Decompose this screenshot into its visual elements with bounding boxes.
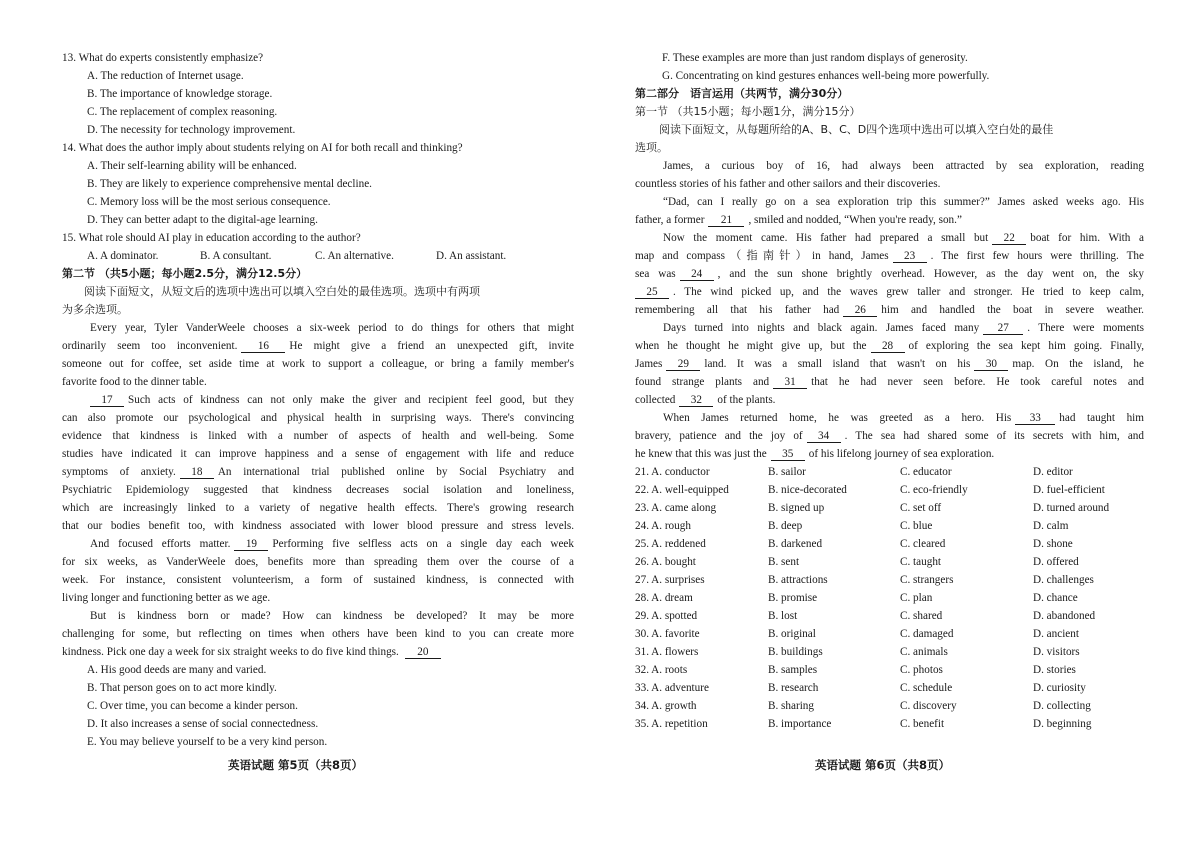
choice-27-b[interactable]: B. attractions: [768, 574, 828, 586]
blank-24[interactable]: 24: [680, 268, 714, 281]
choice-25-c[interactable]: C. cleared: [900, 538, 946, 550]
blank-21[interactable]: 21: [708, 214, 744, 227]
passage-line: symptoms of anxiety. 18 An international trial published online by Social Psychiatry and: [62, 466, 574, 478]
part2-header: 第二部分 语言运用（共两节，满分30分）: [635, 87, 849, 100]
q14-option-b: B. They are likely to experience comprehensive mental decline.: [87, 178, 372, 190]
passage-line: But is kindness born or made? How can kindness be developed? It may be more: [90, 610, 574, 622]
section2-instruction-cont: 为多余选项。: [62, 303, 128, 316]
choice-35-a[interactable]: 35. A. repetition: [635, 718, 708, 730]
choice-27-c[interactable]: C. strangers: [900, 574, 954, 586]
q15-stem: 15. What role should AI play in education according to the author?: [62, 232, 361, 244]
choice-22-b[interactable]: B. nice-decorated: [768, 484, 847, 496]
passage-line: countless stories of his father and other sailors and their discoveries.: [635, 178, 941, 190]
choice-33-b[interactable]: B. research: [768, 682, 819, 694]
passage-line: found strange plants and 31 that he had never seen before. He took careful notes and: [635, 376, 1144, 388]
choice-28-c[interactable]: C. plan: [900, 592, 933, 604]
blank-26[interactable]: 26: [843, 304, 877, 317]
section1-instruction: 阅读下面短文，从每题所给的A、B、C、D四个选项中选出可以填入空白处的最佳: [659, 123, 1054, 136]
choice-25-a[interactable]: 25. A. reddened: [635, 538, 706, 550]
blank-31[interactable]: 31: [773, 376, 807, 389]
blank-34[interactable]: 34: [807, 430, 841, 443]
passage-line: collected 32 of the plants.: [635, 394, 776, 406]
passage-line: James 29 land. It was a small island that wasn't on his 30 map. On the island, he: [635, 358, 1144, 370]
passage-line: 25 . The wind picked up, and the waves grew taller and stronger. He tried to keep calm,: [635, 285, 1144, 299]
choice-35-c[interactable]: C. benefit: [900, 718, 945, 730]
choice-32-d[interactable]: D. stories: [1033, 664, 1076, 676]
choice-28-b[interactable]: B. promise: [768, 592, 818, 604]
choice-23-d[interactable]: D. turned around: [1033, 502, 1110, 514]
choice-26-d[interactable]: D. offered: [1033, 556, 1079, 568]
choice-29-d[interactable]: D. abandoned: [1033, 610, 1096, 622]
blank-23[interactable]: 23: [893, 250, 927, 263]
blank-19[interactable]: 19: [234, 538, 268, 551]
passage-line: challenging for some, but reflecting on times when others have been kind to you can create more: [62, 628, 574, 640]
section2-header: 第二节 （共5小题；每小题2.5分，满分12.5分）: [62, 267, 308, 280]
option-c: C. Over time, you can become a kinder person.: [87, 700, 298, 712]
passage-line: James, a curious boy of 16, had always been attracted by sea exploration, reading: [663, 160, 1144, 172]
choice-32-c[interactable]: C. photos: [900, 664, 943, 676]
choice-22-a[interactable]: 22. A. well-equipped: [635, 484, 729, 496]
blank-33[interactable]: 33: [1015, 412, 1055, 425]
choice-33-c[interactable]: C. schedule: [900, 682, 953, 694]
blank-25[interactable]: 25: [635, 286, 669, 299]
q14-option-a: A. Their self-learning ability will be enhanced.: [87, 160, 297, 172]
choice-24-c[interactable]: C. blue: [900, 520, 933, 532]
q15-option-a: A. A dominator.: [87, 250, 159, 262]
choice-22-c[interactable]: C. eco-friendly: [900, 484, 968, 496]
passage-line: which are increasingly linked to a variety of negative health effects. There's growing research: [62, 502, 574, 514]
choice-23-b[interactable]: B. signed up: [768, 502, 825, 514]
q14-stem: 14. What does the author imply about students relying on AI for both recall and thinking?: [62, 142, 463, 154]
q13-option-c: C. The replacement of complex reasoning.: [87, 106, 278, 118]
choice-27-a[interactable]: 27. A. surprises: [635, 574, 705, 586]
passage-line: favorite food to the dinner table.: [62, 376, 207, 388]
blank-30[interactable]: 30: [974, 358, 1008, 371]
page-footer-right: 英语试题 第6页（共8页）: [815, 758, 951, 772]
passage-line: Psychiatric Epidemiology suggested that kindness decreases social isolation and loneliness,: [62, 484, 574, 496]
passage-line: that our bodies benefit too, with kindness associated with lower blood pressure and stress levels.: [62, 520, 574, 532]
passage-line: Now the moment came. His father had prepared a small but 22 boat for him. With a: [663, 232, 1144, 244]
passage-line: 17 Such acts of kindness can not only make the giver and recipient feel good, but they: [90, 393, 574, 407]
choice-29-b[interactable]: B. lost: [768, 610, 798, 622]
passage-line: ordinarily seem too inconvenient. 16 He might give a friend an unexpected gift, invite: [62, 340, 574, 352]
passage-line: And focused efforts matter. 19 Performing five selfless acts on a single day each week: [90, 538, 574, 550]
option-f: F. These examples are more than just random displays of generosity.: [662, 52, 968, 64]
choice-34-d[interactable]: D. collecting: [1033, 700, 1091, 712]
passage-line: living longer and functioning better as we age.: [62, 592, 271, 604]
passage-line: evidence that kindness is linked with a number of aspects of health and well-being. Some: [62, 430, 574, 442]
q15-option-c: C. An alternative.: [315, 250, 394, 262]
blank-18[interactable]: 18: [180, 466, 214, 479]
choice-28-a[interactable]: 28. A. dream: [635, 592, 693, 604]
choice-25-b[interactable]: B. darkened: [768, 538, 823, 550]
choice-34-c[interactable]: C. discovery: [900, 700, 957, 712]
passage-line: map and compass（指南针）in hand, James 23 . The first few hours were thrilling. The: [635, 250, 1144, 262]
option-e: E. You may believe yourself to be a very kind person.: [87, 736, 328, 748]
choice-30-d[interactable]: D. ancient: [1033, 628, 1079, 640]
choice-31-a[interactable]: 31. A. flowers: [635, 646, 699, 658]
choice-32-b[interactable]: B. samples: [768, 664, 818, 676]
q14-option-c: C. Memory loss will be the most serious consequence.: [87, 196, 331, 208]
passage-line: “Dad, can I really go on a sea exploration trip this summer?” James asked weeks ago. His: [663, 196, 1144, 208]
choice-34-a[interactable]: 34. A. growth: [635, 700, 697, 712]
choice-21-d[interactable]: D. editor: [1033, 466, 1073, 478]
passage-line: kindness. Pick one day a week for six straight weeks to do five kind things. 20: [62, 645, 445, 659]
passage-line: sea was 24 , and the sun shone brightly overhead. However, as the day went on, the sky: [635, 268, 1144, 280]
choice-22-d[interactable]: D. fuel-efficient: [1033, 484, 1105, 496]
choice-26-a[interactable]: 26. A. bought: [635, 556, 696, 568]
choice-31-d[interactable]: D. visitors: [1033, 646, 1080, 658]
choice-29-a[interactable]: 29. A. spotted: [635, 610, 698, 622]
choice-30-a[interactable]: 30. A. favorite: [635, 628, 700, 640]
choice-21-c[interactable]: C. educator: [900, 466, 952, 478]
choice-27-d[interactable]: D. challenges: [1033, 574, 1094, 586]
passage-line: bravery, patience and the joy of 34 . The sea had shared some of its secrets with him, and: [635, 430, 1144, 442]
choice-21-b[interactable]: B. sailor: [768, 466, 806, 478]
passage-line: studies have indicated it can improve happiness and a sense of engagement with life and reduce: [62, 448, 574, 460]
choice-31-c[interactable]: C. animals: [900, 646, 948, 658]
q14-option-d: D. They can better adapt to the digital-age learning.: [87, 214, 318, 226]
choice-30-b[interactable]: B. original: [768, 628, 816, 640]
blank-29[interactable]: 29: [666, 358, 700, 371]
choice-29-c[interactable]: C. shared: [900, 610, 943, 622]
passage-line: he knew that this was just the 35 of his lifelong journey of sea exploration.: [635, 448, 995, 460]
q15-option-d: D. An assistant.: [436, 250, 507, 262]
passage-line: When James returned home, he was greeted as a hero. His 33 had taught him: [663, 412, 1144, 424]
passage-line: someone out for coffee, set aside time at work to support a colleague, or bring a family member's: [62, 358, 574, 370]
blank-17[interactable]: 17: [90, 394, 124, 407]
blank-16[interactable]: 16: [241, 340, 285, 353]
option-d: D. It also increases a sense of social connectedness.: [87, 718, 319, 730]
option-a: A. His good deeds are many and varied.: [87, 664, 267, 676]
passage-line: remembering all that his father had 26 him and handled the boat in severe weather.: [635, 304, 1144, 316]
choice-32-a[interactable]: 32. A. roots: [635, 664, 688, 676]
passage-line: Days turned into nights and black again. James faced many 27 . There were moments: [663, 322, 1144, 334]
option-g: G. Concentrating on kind gestures enhances well-being more powerfully.: [662, 70, 990, 82]
q15-option-b: B. A consultant.: [200, 250, 272, 262]
q13-option-b: B. The importance of knowledge storage.: [87, 88, 273, 100]
choice-28-d[interactable]: D. chance: [1033, 592, 1078, 604]
choice-24-a[interactable]: 24. A. rough: [635, 520, 691, 532]
passage-line: can also promote our psychological and physical health in surprising ways. There's convincing: [62, 412, 574, 424]
passage-line: father, a former 21 , smiled and nodded, “When you're ready, son.”: [635, 214, 962, 226]
choice-31-b[interactable]: B. buildings: [768, 646, 823, 658]
choice-35-d[interactable]: D. beginning: [1033, 718, 1092, 730]
choice-30-c[interactable]: C. damaged: [900, 628, 954, 640]
choice-25-d[interactable]: D. shone: [1033, 538, 1073, 550]
q13-option-a: A. The reduction of Internet usage.: [87, 70, 244, 82]
q13-stem: 13. What do experts consistently emphasize?: [62, 52, 264, 64]
passage-line: week. For instance, consistent volunteerism, a form of sustained kindness, is connected with: [62, 574, 574, 586]
choice-26-c[interactable]: C. taught: [900, 556, 942, 568]
choice-21-a[interactable]: 21. A. conductor: [635, 466, 710, 478]
choice-24-b[interactable]: B. deep: [768, 520, 803, 532]
blank-32[interactable]: 32: [679, 394, 713, 407]
blank-22[interactable]: 22: [992, 232, 1026, 245]
section1-instruction-cont: 选项。: [635, 141, 668, 154]
choice-26-b[interactable]: B. sent: [768, 556, 800, 568]
section1-header: 第一节 （共15小题；每小题1分，满分15分）: [635, 105, 861, 118]
section2-instruction: 阅读下面短文，从短文后的选项中选出可以填入空白处的最佳选项。选项中有两项: [84, 285, 480, 298]
choice-35-b[interactable]: B. importance: [768, 718, 832, 730]
passage-line: Every year, Tyler VanderWeele chooses a six-week period to do things for others that might: [90, 322, 574, 334]
choice-24-d[interactable]: D. calm: [1033, 520, 1069, 532]
blank-28[interactable]: 28: [871, 340, 905, 353]
blank-20[interactable]: 20: [405, 646, 441, 659]
choice-33-a[interactable]: 33. A. adventure: [635, 682, 709, 694]
choice-34-b[interactable]: B. sharing: [768, 700, 814, 712]
choice-23-c[interactable]: C. set off: [900, 502, 942, 514]
passage-line: for six weeks, as VanderWeele does, benefits more than spreading them over the course of a: [62, 556, 574, 568]
choice-33-d[interactable]: D. curiosity: [1033, 682, 1086, 694]
page-footer-left: 英语试题 第5页（共8页）: [228, 758, 364, 772]
q13-option-d: D. The necessity for technology improvement.: [87, 124, 296, 136]
option-b: B. That person goes on to act more kindly.: [87, 682, 277, 694]
blank-35[interactable]: 35: [771, 448, 805, 461]
blank-27[interactable]: 27: [983, 322, 1023, 335]
passage-line: when he thought he might give up, but the 28 of exploring the sea kept him going. Finally,: [635, 340, 1144, 352]
choice-23-a[interactable]: 23. A. came along: [635, 502, 717, 514]
